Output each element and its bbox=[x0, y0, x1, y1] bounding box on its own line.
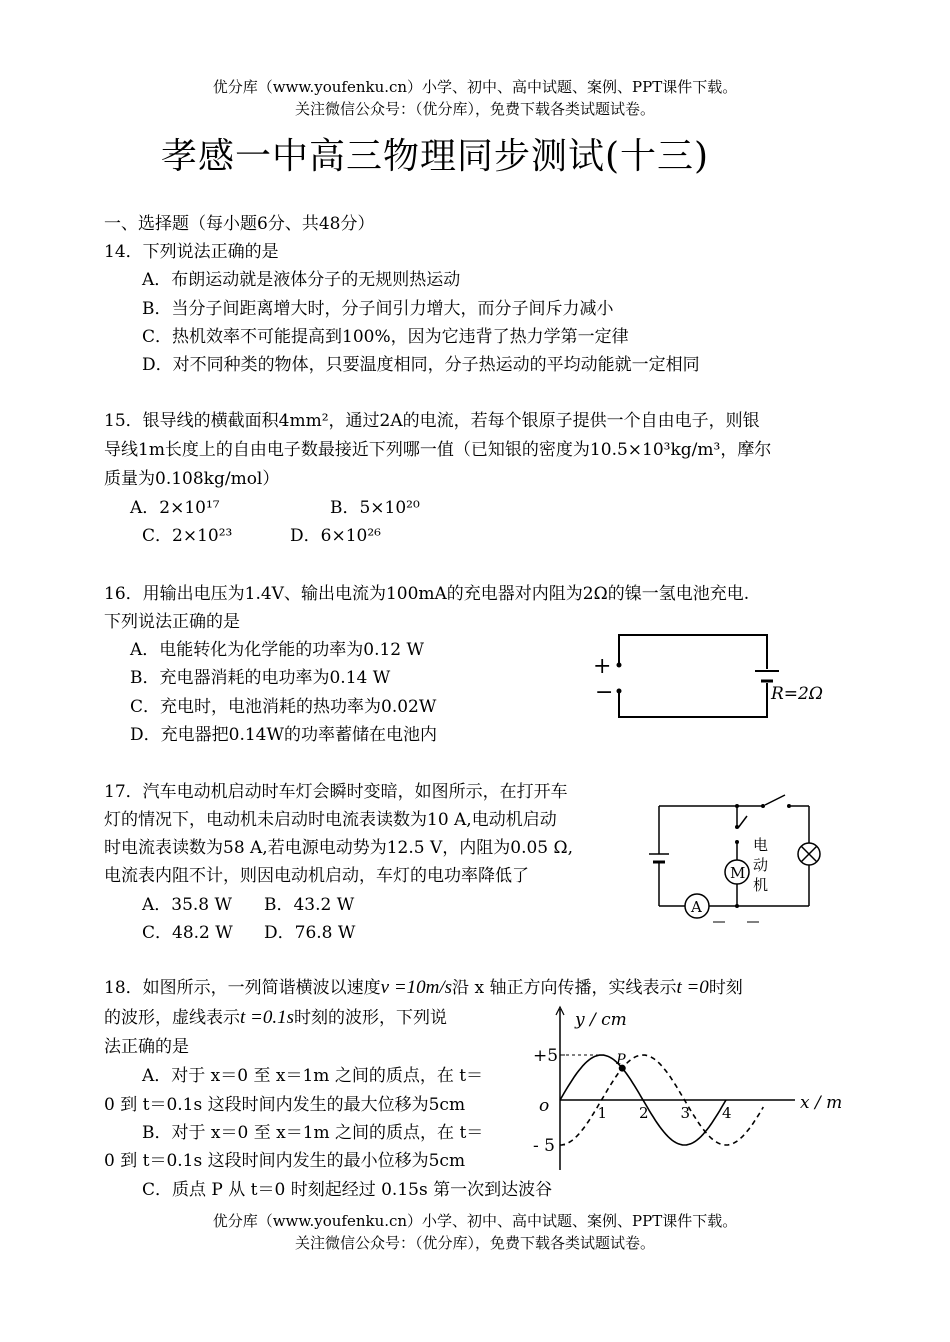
q18-option-b-2: 0 到 t＝0.1s 这段时间内发生的最小位移为5cm bbox=[104, 1151, 466, 1171]
q17-motor-symbol: M bbox=[730, 864, 746, 882]
q17-motor-label-1: 电 bbox=[753, 836, 769, 854]
q17-ammeter-symbol: A bbox=[691, 898, 702, 916]
q18-line-1 bbox=[104, 974, 743, 1002]
q18-line-3: 法正确的是 bbox=[104, 1037, 189, 1057]
q17-line-4: 电流表内阻不计，则因电动机启动，车灯的电功率降低了 bbox=[104, 866, 529, 886]
q17-motor-label-2: 动 bbox=[753, 856, 769, 874]
q15-option-d: D．6×10²⁶ bbox=[290, 526, 381, 546]
q15-line-1: 15．银导线的横截面积4mm²，通过2A的电流，若每个银原子提供一个自由电子，则银 bbox=[104, 411, 760, 431]
q14-option-c: C．热机效率不可能提高到100%，因为它违背了热力学第一定律 bbox=[142, 327, 629, 347]
q18-time-dashed: t =0.1s bbox=[240, 1007, 294, 1028]
q17-line-3: 时电流表读数为58 A,若电源电动势为12.5 V，内阻为0.05 Ω, bbox=[104, 838, 574, 858]
q16-line-2: 下列说法正确的是 bbox=[104, 612, 240, 632]
footer-line-2: 关注微信公众号：（优分库），免费下载各类试题试卷。 bbox=[294, 1234, 655, 1252]
q15-option-c: C．2×10²³ bbox=[142, 526, 233, 546]
header-line-1: 优分库（www.youfenku.cn）小学、初中、高中试题、案例、PPT课件下载。 bbox=[212, 78, 738, 96]
q18-line-1-c: 时刻 bbox=[708, 978, 743, 998]
y-tick-label-plus: +5 bbox=[533, 1046, 559, 1066]
q17-motor-label-3: 机 bbox=[753, 876, 769, 894]
q15-line-2: 导线1m长度上的自由电子数最接近下列哪一值（已知银的密度为10.5×10³kg/m³，摩尔 bbox=[104, 440, 772, 460]
q14-option-d: D．对不同种类的物体，只要温度相同，分子热运动的平均动能就一定相同 bbox=[142, 355, 700, 375]
q17-circuit-diagram bbox=[645, 790, 835, 925]
y-axis-label: y / cm bbox=[575, 1010, 627, 1030]
x-axis-label: x / m bbox=[800, 1093, 843, 1113]
footer-line-1: 优分库（www.youfenku.cn）小学、初中、高中试题、案例、PPT课件下载。 bbox=[212, 1212, 738, 1230]
q15-option-b: B．5×10²⁰ bbox=[330, 498, 420, 518]
q16-option-c: C．充电时，电池消耗的热功率为0.02W bbox=[130, 697, 437, 717]
q17-line-1: 17．汽车电动机启动时车灯会瞬时变暗，如图所示，在打开车 bbox=[104, 782, 568, 802]
origin-label: o bbox=[539, 1096, 550, 1116]
q14-option-b: B．当分子间距离增大时，分子间引力增大，而分子间斥力减小 bbox=[142, 299, 614, 319]
q16-option-b: B．充电器消耗的电功率为0.14 W bbox=[130, 668, 391, 688]
q16-option-d: D．充电器把0.14W的功率蓄储在电池内 bbox=[130, 725, 437, 745]
q18-line-1-b: 沿 x 轴正方向传播，实线表示 bbox=[452, 978, 677, 998]
q17-option-c: C．48.2 W bbox=[142, 923, 233, 943]
x-tick-label-1: 1 bbox=[597, 1104, 608, 1122]
q15-option-a: A．2×10¹⁷ bbox=[130, 498, 220, 518]
q18-line-2-b: 时刻的波形，下列说 bbox=[294, 1008, 447, 1028]
q18-time-zero: t =0 bbox=[676, 977, 709, 998]
header-line-2: 关注微信公众号：（优分库），免费下载各类试题试卷。 bbox=[294, 100, 655, 118]
x-tick-label-3: 3 bbox=[680, 1104, 691, 1122]
x-tick-label-4: 4 bbox=[722, 1104, 732, 1122]
q17-line-2: 灯的情况下，电动机未启动时电流表读数为10 A,电动机启动 bbox=[104, 810, 557, 830]
q16-option-a: A．电能转化为化学能的功率为0.12 W bbox=[130, 640, 425, 660]
y-tick-label-minus: - 5 bbox=[533, 1136, 555, 1156]
q18-option-b-1: B．对于 x＝0 至 x＝1m 之间的质点，在 t＝ bbox=[142, 1123, 484, 1143]
q14-stem: 14．下列说法正确的是 bbox=[104, 242, 279, 262]
q18-line-2 bbox=[104, 1004, 447, 1032]
q17-option-a: A．35.8 W bbox=[142, 895, 233, 915]
point-p-label: P bbox=[616, 1052, 626, 1069]
q18-line-1-a: 18．如图所示，一列简谐横波以速度 bbox=[104, 978, 381, 998]
q17-option-b: B．43.2 W bbox=[264, 895, 355, 915]
q17-option-d: D．76.8 W bbox=[264, 923, 356, 943]
q14-option-a: A．布朗运动就是液体分子的无规则热运动 bbox=[142, 270, 461, 290]
q18-line-2-a: 的波形，虚线表示 bbox=[104, 1008, 240, 1028]
q16-circuit-diagram bbox=[585, 625, 845, 725]
x-tick-label-2: 2 bbox=[639, 1104, 649, 1122]
q16-plus-sign: + bbox=[593, 654, 612, 679]
q18-option-a-2: 0 到 t＝0.1s 这段时间内发生的最大位移为5cm bbox=[104, 1095, 466, 1115]
q18-option-a-1: A．对于 x＝0 至 x＝1m 之间的质点，在 t＝ bbox=[142, 1066, 484, 1086]
q16-line-1: 16．用输出电压为1.4V、输出电流为100mA的充电器对内阻为2Ω的镍一氢电池充电. bbox=[104, 584, 750, 604]
q18-option-c: C．质点 P 从 t＝0 时刻起经过 0.15s 第一次到达波谷 bbox=[142, 1180, 553, 1200]
q18-velocity: v =10m/s bbox=[380, 977, 453, 998]
page-title: 孝感一中高三物理同步测试(十三) bbox=[160, 136, 710, 177]
q18-wave-chart bbox=[525, 1005, 855, 1175]
q15-line-3: 质量为0.108kg/mol） bbox=[104, 469, 280, 489]
q16-resistance-label: R=2Ω bbox=[771, 684, 823, 704]
q16-minus-sign: − bbox=[595, 680, 614, 705]
section-heading: 一、选择题（每小题6分、共48分） bbox=[104, 214, 375, 234]
